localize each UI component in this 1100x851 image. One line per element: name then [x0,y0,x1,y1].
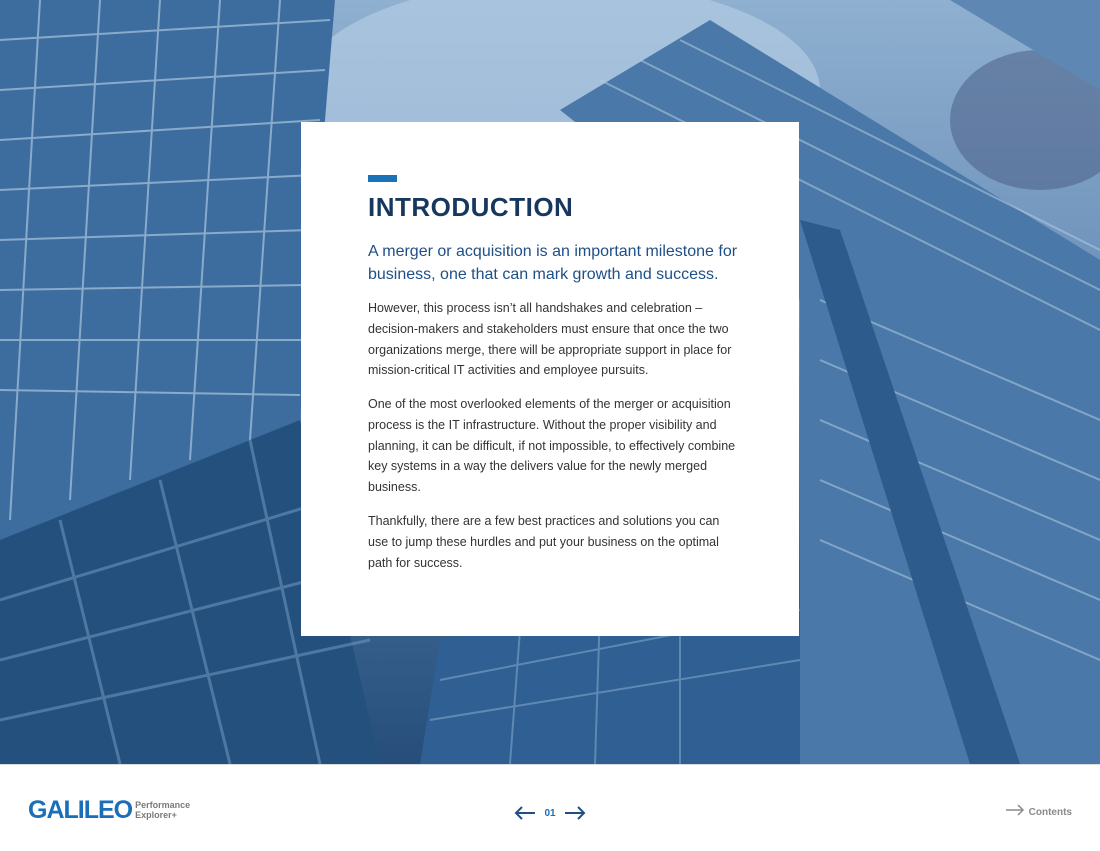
logo-subtitle [135,800,190,820]
logo-wordmark: GALILEO [28,796,133,824]
arrow-right-icon [1005,803,1025,821]
intro-card [301,122,799,636]
page-number: 01 [544,807,556,819]
lead-paragraph: A merger or acquisition is an important milestone for business, one that can mark growth and success. [368,243,738,283]
logo-subtitle-line1: Performance [135,800,191,810]
title-accent-bar [368,175,397,182]
body-paragraph: One of the most overlooked elements of the merger or acquisition process is the IT infrastructure. Without the proper visibility and planning, it can be difficult, if not impossible, to effectively combine key systems in a way the delivers value for the newly merged business. [368,397,736,495]
page-navigation [514,803,586,823]
body-paragraph: Thankfully, there are a few best practices and solutions you can use to jump these hurdles and put your business on the optimal path for success. [368,514,720,570]
galileo-logo [28,793,190,827]
arrow-right-icon[interactable] [564,803,586,823]
page-title: INTRODUCTION [368,192,574,222]
footer-bar [0,764,1100,851]
contents-link[interactable] [1005,803,1072,821]
body-paragraph: However, this process isn’t all handshakes and celebration – decision-makers and stakeholders must ensure that once the two organizations merge, there will be appropriate support in place for mission-critical IT activities and employee pursuits. [368,301,732,378]
logo-subtitle-line2: Explorer+ [135,810,177,820]
arrow-left-icon[interactable] [514,803,536,823]
contents-label: Contents [1028,806,1072,818]
